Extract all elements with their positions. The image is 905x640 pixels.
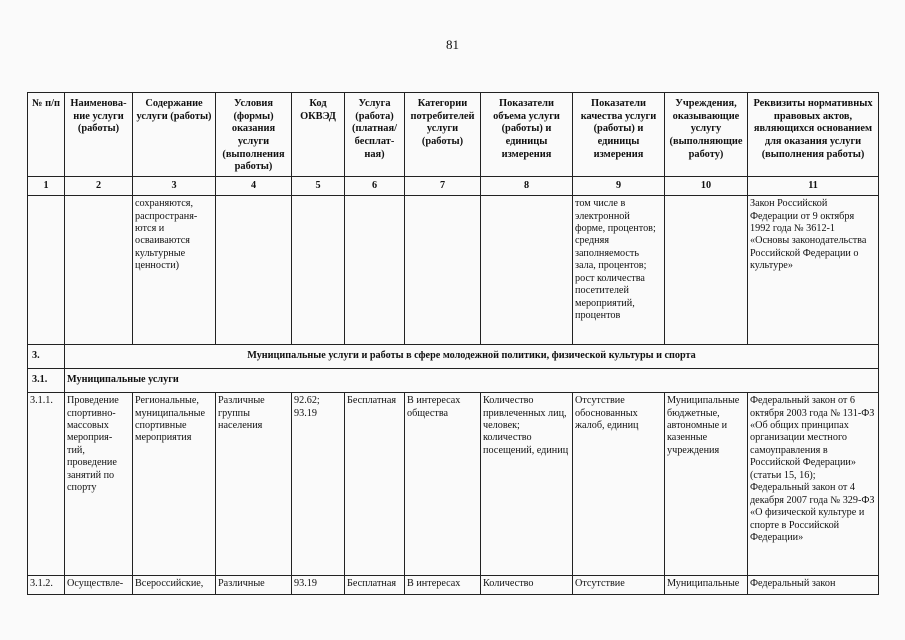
empty-cell — [292, 196, 345, 345]
subsection-row — [28, 369, 879, 393]
continuation-row — [28, 196, 879, 345]
service-name-cell: Осуществле- — [65, 576, 133, 595]
header-cell-conditions: Условия (формы) оказания услуги (выполнения работы) — [216, 93, 292, 177]
section-number: 3. — [28, 345, 65, 369]
paid-cell: Бесплатная — [345, 393, 405, 576]
empty-cell — [65, 196, 133, 345]
volume-cell: Количество привлеченных лиц, человек; количество посещений, единиц — [481, 393, 573, 576]
column-number: 8 — [481, 177, 573, 196]
column-number: 3 — [133, 177, 216, 196]
consumers-cell: В интересах — [405, 576, 481, 595]
conditions-cell: Различные группы населения — [216, 393, 292, 576]
section-row — [28, 345, 879, 369]
header-cell-quality: Показатели качества услуги (работы) и единицы измерения — [573, 93, 665, 177]
conditions-cell: Различные — [216, 576, 292, 595]
service-name-cell: Проведение спортивно-массовых мероприя-тий, проведение занятий по спорту — [65, 393, 133, 576]
okved-cell: 93.19 — [292, 576, 345, 595]
header-cell-volume: Показатели объема услуги (работы) и единицы измерения — [481, 93, 573, 177]
table-row — [28, 576, 879, 595]
column-number: 1 — [28, 177, 65, 196]
header-cell-legal: Реквизиты нормативных правовых актов, являющихся основанием для оказания услуги (выполнения работы) — [748, 93, 879, 177]
column-number: 9 — [573, 177, 665, 196]
empty-cell — [28, 196, 65, 345]
empty-cell — [216, 196, 292, 345]
section-title: Муниципальные услуги и работы в сфере молодежной политики, физической культуры и спорта — [65, 345, 879, 369]
service-content-cell: Региональные, муниципальные спортивные мероприятия — [133, 393, 216, 576]
quality-cell: Отсутствие — [573, 576, 665, 595]
table-row — [28, 393, 879, 576]
column-number-row — [28, 177, 879, 196]
row-number: 3.1.2. — [28, 576, 65, 595]
header-cell-paid: Услуга (работа) (платная/ бесплат-ная) — [345, 93, 405, 177]
empty-cell — [481, 196, 573, 345]
subsection-number: 3.1. — [28, 369, 65, 393]
service-content-cell: Всероссийские, — [133, 576, 216, 595]
column-number: 2 — [65, 177, 133, 196]
header-cell-consumers: Категории потребителей услуги (работы) — [405, 93, 481, 177]
empty-cell — [345, 196, 405, 345]
continuation-legal-cell: Закон Российской Федерации от 9 октября 1992 года № 3612-1 «Основы законодательства Российской Федерации о культуре» — [748, 196, 879, 345]
column-number: 11 — [748, 177, 879, 196]
continuation-content-cell: сохраняются, распространя-ются и осваиваются культурные ценности) — [133, 196, 216, 345]
institutions-cell: Муниципальные — [665, 576, 748, 595]
header-row — [28, 93, 879, 177]
legal-cell: Федеральный закон — [748, 576, 879, 595]
column-number: 5 — [292, 177, 345, 196]
row-number: 3.1.1. — [28, 393, 65, 576]
volume-cell: Количество — [481, 576, 573, 595]
consumers-cell: В интересах общества — [405, 393, 481, 576]
paid-cell: Бесплатная — [345, 576, 405, 595]
empty-cell — [405, 196, 481, 345]
subsection-title: Муниципальные услуги — [65, 369, 879, 393]
legal-cell: Федеральный закон от 6 октября 2003 года № 131-ФЗ «Об общих принципах организации местного самоуправления в Российской Федерации» (статьи 15, 16); Федеральный закон от 4 декабря 2007 года № 329-ФЗ «О физической культуре и спорте в Российской Федерации» — [748, 393, 879, 576]
continuation-quality-cell: том числе в электронной форме, процентов; средняя заполняемость зала, процентов; рост количества посетителей мероприятий, процентов — [573, 196, 665, 345]
services-table — [27, 92, 879, 595]
okved-cell: 92.62; 93.19 — [292, 393, 345, 576]
column-number: 10 — [665, 177, 748, 196]
column-number: 7 — [405, 177, 481, 196]
header-cell-institutions: Учреждения, оказывающие услугу (выполняющие работу) — [665, 93, 748, 177]
column-number: 6 — [345, 177, 405, 196]
quality-cell: Отсутствие обоснованных жалоб, единиц — [573, 393, 665, 576]
header-cell-name: Наименова-ние услуги (работы) — [65, 93, 133, 177]
empty-cell — [665, 196, 748, 345]
column-number: 4 — [216, 177, 292, 196]
header-cell-okved: Код ОКВЭД — [292, 93, 345, 177]
header-cell-content: Содержание услуги (работы) — [133, 93, 216, 177]
page-number: 81 — [446, 37, 459, 52]
header-cell-number: № п/п — [28, 93, 65, 177]
institutions-cell: Муниципальные бюджетные, автономные и казенные учреждения — [665, 393, 748, 576]
